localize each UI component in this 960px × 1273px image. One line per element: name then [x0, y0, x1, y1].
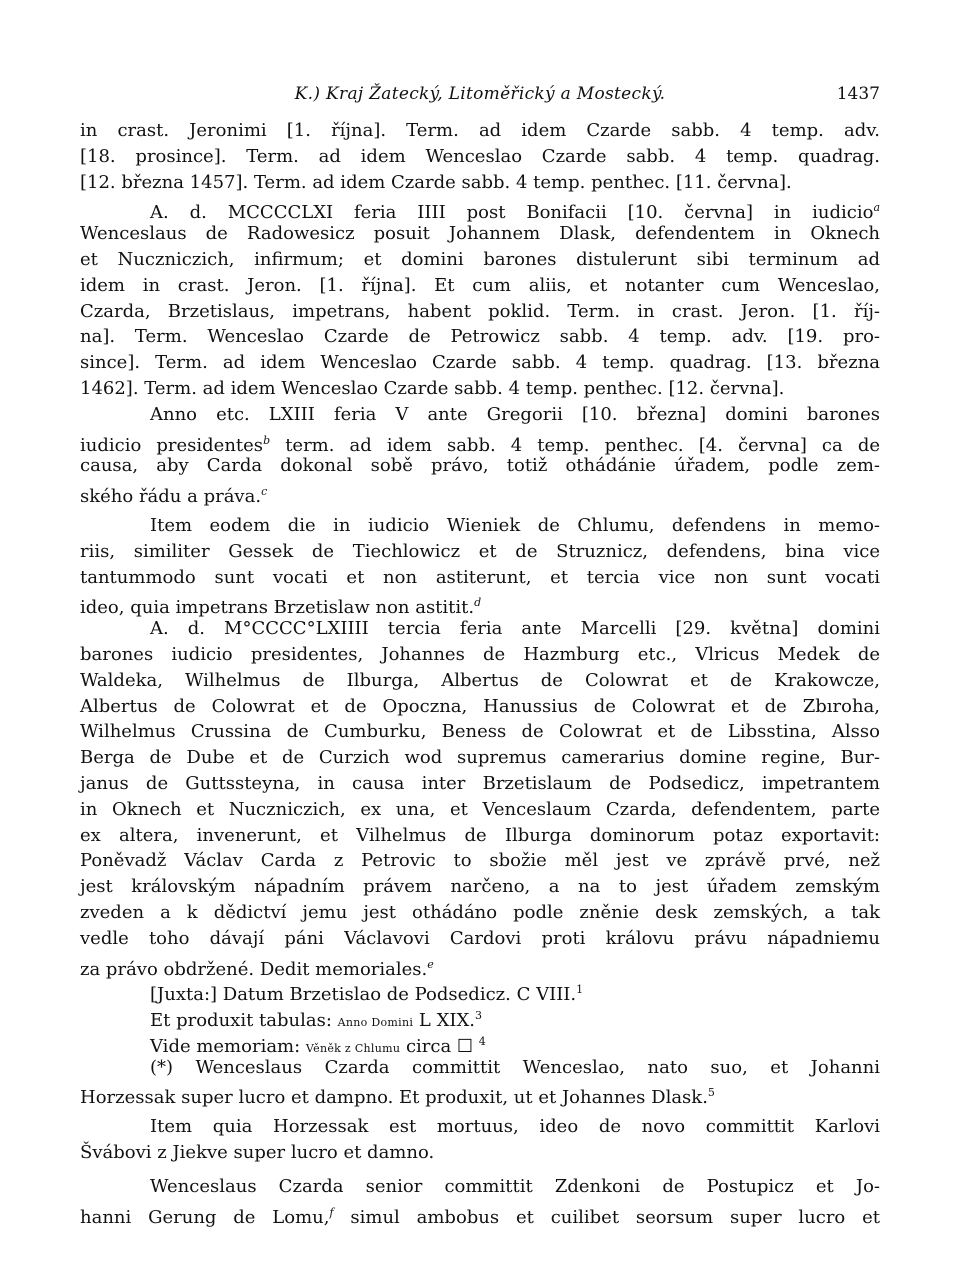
text-line: barones iudicio presidentes, Johannes de Hazmburg etc., Vlricus Medek de — [80, 643, 880, 665]
text-line: na]. Term. Wenceslao Czarde de Petrowicz sabb. 4 temp. adv. [19. pro- — [80, 326, 880, 348]
text-line: ex altera, invenerunt, et Vilhelmus de Ilburga dominorum potaz exportavit: — [80, 824, 880, 846]
text-line: Albertus de Colowrat et de Opoczna, Hanussius de Colowrat et de Zbıroha, — [80, 695, 880, 717]
text-line: et Nuczniczich, infirmum; et domini barones distulerunt sibi terminum ad — [80, 248, 880, 270]
text-line: A. d. M°CCCC°LXIIII tercia feria ante Marcelli [29. května] domini — [150, 618, 880, 640]
footnote-number: 3 — [475, 1009, 483, 1023]
text-line: jest královským nápadním právem narčeno, a na to jest úřadem zemským — [80, 876, 880, 898]
text-line: ideo, quia impetrans Brzetislaw non astitit.$^d$ — [80, 596, 482, 619]
paragraph-gap — [80, 1166, 880, 1174]
text-line: za právo obdržené. Dedit memoriales.$^e$ — [80, 957, 434, 980]
text-line: Et produxit tabulas: Anno Domini L XIX.$^3$ — [150, 1009, 483, 1032]
text-line: Waldeka, Wilhelmus de Ilburga, Albertus de Colowrat et de Krakowcze, — [80, 669, 880, 691]
text-line: Anno etc. LXIII feria V ante Gregorii [10. března] domini barones — [150, 403, 880, 425]
footnote-marker: b — [263, 433, 271, 447]
text-line: Wilhelmus Crussina de Cumburku, Beness de Colowrat et de Libsstina, Alsso — [80, 721, 880, 743]
text-line: idem in crast. Jeron. [1. října]. Et cum aliis, et notanter cum Wenceslao, — [80, 274, 880, 296]
footnote-marker: a — [873, 201, 880, 215]
footnote-number: 5 — [707, 1086, 715, 1100]
text-line: (*) Wenceslaus Czarda committit Wenceslao, nato suo, et Johanni — [150, 1056, 880, 1078]
text-line: iudicio presidentes$^b$ term. ad idem sabb. 4 temp. penthec. [4. června] ca de — [80, 433, 880, 456]
footnote-marker: e — [427, 957, 434, 971]
small-caps-text: Věněk z Chlumu — [305, 1041, 401, 1055]
text-line: riis, similiter Gessek de Tiechlowicz et de Struznicz, defendens, bina vice — [80, 540, 880, 562]
text-line: hanni Gerung de Lomu,$^f$ simul ambobus et cuilibet seorsum super lucro et — [80, 1205, 880, 1228]
running-head: K.) Kraj Žatecký, Litoměřický a Mostecký. — [294, 84, 666, 104]
page-header — [80, 84, 880, 118]
footnote-marker: d — [474, 596, 482, 610]
footnote-marker: f — [329, 1205, 334, 1219]
text-line: [18. prosince]. Term. ad idem Wenceslao Czarde sabb. 4 temp. quadrag. — [80, 145, 880, 167]
text-line: Item eodem die in iudicio Wieniek de Chlumu, defendens in memo- — [150, 514, 880, 536]
text-line: in Oknech et Nuczniczich, ex una, et Venceslaum Czarda, defendentem, parte — [80, 798, 880, 820]
text-line: tantummodo sunt vocati et non astiterunt, et tercia vice non sunt vocati — [80, 566, 880, 588]
text-line: 1462]. Term. ad idem Wenceslao Czarde sabb. 4 temp. penthec. [12. června]. — [80, 377, 785, 399]
text-line: [12. března 1457]. Term. ad idem Czarde sabb. 4 temp. penthec. [11. června]. — [80, 171, 792, 193]
text-line: Wenceslaus Czarda senior committit Zdenkoni de Postupicz et Jo- — [150, 1175, 880, 1197]
text-line: Horzessak super lucro et dampno. Et produxit, ut et Johannes Dlask.$^5$ — [80, 1086, 715, 1109]
small-caps-text: Anno Domini — [337, 1016, 414, 1030]
text-line: Poněvadž Václav Carda z Petrovic to sbožie měl jest ve zprávě prvé, než — [80, 850, 880, 872]
page-number: 1437 — [836, 84, 880, 104]
footnote-number: 4 — [478, 1034, 486, 1048]
text-line: Wenceslaus de Radowesicz posuit Johannem Dlask, defendentem in Oknech — [80, 223, 880, 245]
text-line: Czarda, Brzetislaus, impetrans, habent poklid. Term. in crast. Jeron. [1. říj- — [80, 300, 880, 322]
text-line: Vide memoriam: Věněk z Chlumu circa ☐ $^4$ — [150, 1034, 486, 1057]
text-line: [Juxta:] Datum Brzetislao de Podsedicz. C VIII.$^1$ — [150, 983, 584, 1006]
text-line: Item quia Horzessak est mortuus, ideo de novo committit Karlovi — [150, 1116, 880, 1138]
text-line: since]. Term. ad idem Wenceslao Czarde sabb. 4 temp. quadrag. [13. března — [80, 352, 880, 374]
text-line: Švábovi z Jiekve super lucro et damno. — [80, 1142, 435, 1164]
text-line: janus de Guttssteyna, in causa inter Brzetislaum de Podsedicz, impetrantem — [80, 772, 880, 794]
text-line: in crast. Jeronimi [1. října]. Term. ad idem Czarde sabb. 4 temp. adv. — [80, 120, 880, 141]
footnote-marker: c — [261, 485, 268, 499]
text-line: A. d. MCCCCLXI feria IIII post Bonifacii [10. června] in iudicio$^a$ — [150, 201, 880, 224]
text-line: zveden a k dědictví jemu jest othádáno podle zněnie desk zemských, a tak — [80, 901, 880, 923]
footnote-number: 1 — [576, 983, 584, 997]
text-line: ského řádu a práva.$^c$ — [80, 485, 268, 508]
text-line: causa, aby Carda dokonal sobě právo, totiž othádánie úřadem, podle zem- — [80, 455, 880, 477]
page — [80, 84, 880, 1264]
text-line: vedle toho dávají páni Václavovi Cardovi proti královu právu nápadniemu — [80, 927, 880, 949]
body-text — [80, 118, 880, 1228]
text-line: Berga de Dube et de Curzich wod supremus camerarius domine regine, Bur- — [80, 747, 880, 769]
